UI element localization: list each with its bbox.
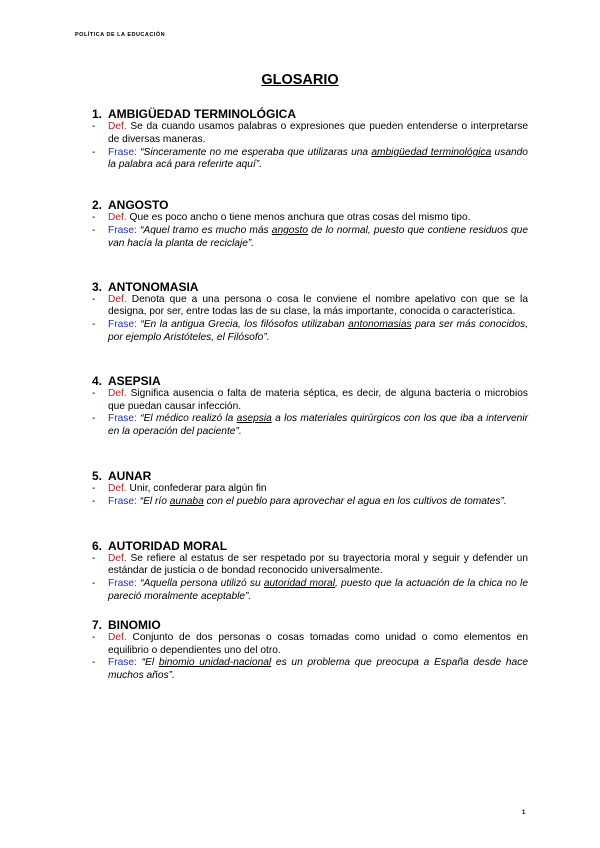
frase-keyword: binomio unidad-nacional [158, 657, 272, 669]
definition-text: Se refiere al estatus de ser respetado por su trayectoria moral y seguir y defender un estándar de justicia o de bondad reconocido universalmente. [108, 552, 528, 577]
definition-line: - Def. Que es poco ancho o tiene menos anchura que otras cosas del mismo tipo. [92, 212, 471, 224]
definition-line: - Def. Significa ausencia o falta de materia séptica, es decir, de alguna bacteria o microbios que puedan causar infección. [92, 387, 528, 412]
entry-number: 2. [92, 198, 103, 213]
frase-keyword: angosto [271, 224, 309, 236]
frase-text-end: a los materiales quirúrgicos con los que iba a intervenir en la operación del paciente”. [108, 413, 528, 438]
entry-term: AMBIGÜEDAD TERMINOLÓGICA [108, 107, 296, 121]
frase-text: “Sinceramente no me esperaba que utilizaras una [140, 146, 372, 158]
frase-text: “El río [139, 495, 170, 507]
entry-heading [92, 539, 528, 553]
frase-line: - Frase: “Aquel tramo es mucho más angosto de lo normal, puesto que contiene residuos que van hacía la planta de reciclaje”. [92, 224, 528, 249]
frase-keyword: aunaba [169, 495, 204, 507]
entry-term: ASEPSIA [108, 373, 161, 388]
definition-line: - Def. Conjunto de dos personas o cosas tomadas como unidad o como elementos en equilibrio o dependientes uno del otro. [92, 631, 528, 656]
glossary-entry [92, 539, 528, 604]
glossary-entry [92, 107, 528, 172]
def-label: Def. [108, 552, 127, 564]
frase-text: “Aquella persona utilizó su [140, 578, 264, 590]
frase-text-end: con el pueblo para aprovechar el agua en los cultivos de tomates”. [203, 495, 507, 507]
frase-label: Frase: [108, 413, 137, 425]
definition-text: Que es poco ancho o tiene menos anchura que otras cosas del mismo tipo. [129, 212, 471, 224]
frase-line: - Frase: “El binomio unidad-nacional es un problema que preocupa a España desde hace muchos años”. [92, 657, 528, 682]
frase-text-end: de lo normal, puesto que contiene residuos que van hacía la planta de reciclaje”. [108, 224, 528, 249]
entry-term: ANGOSTO [108, 198, 169, 213]
definition-text: Denota que a una persona o cosa le conviene el nombre apelativo con que se la designa, por ser, entre todas las de su clase, la más importante, conocida o característica. [108, 293, 528, 318]
frase-line: - Frase: “Aquella persona utilizó su autoridad moral, puesto que la actuación de la chica no le pareció moralmente aceptable”. [92, 578, 528, 602]
frase-line: - Frase: “El médico realizó la asepsia a los materiales quirúrgicos con los que iba a intervenir en la operación del paciente”. [92, 413, 528, 438]
entry-term: ANTONOMASIA [108, 279, 199, 294]
def-label: Def. [108, 631, 127, 643]
frase-keyword: antonomasias [348, 319, 412, 331]
frase-text: “Aquel tramo es mucho más [140, 224, 272, 236]
def-label: Def. [108, 121, 127, 132]
definition-text: Conjunto de dos personas o cosas tomadas como unidad o como elementos en equilibrio o dependientes uno del otro. [108, 631, 528, 656]
entry-number: 1. [92, 107, 103, 121]
entry-number: 4. [92, 373, 103, 388]
frase-text: “En la antigua Grecia, los filósofos utilizaban [140, 319, 349, 331]
glossary-entry [92, 198, 528, 250]
def-label: Def. [108, 212, 127, 224]
definition-line: - Def. Unir, confederar para algún fin [92, 482, 267, 494]
entry-term: AUNAR [108, 468, 152, 483]
glossary-entry [92, 280, 528, 345]
entry-heading [92, 618, 528, 632]
frase-line: - Frase: “El río aunaba con el pueblo para aprovechar el agua en los cultivos de tomates”. [92, 495, 507, 507]
definition-line: - Def. Denota que a una persona o cosa le conviene el nombre apelativo con que se la designa, por ser, entre todas las de su clase, la más importante, conocida o característica. [92, 293, 528, 318]
glossary-list [92, 107, 528, 683]
header-label: POLÍTICA DE LA EDUCACIÓN [75, 32, 166, 38]
glossary-entry [92, 374, 528, 439]
frase-text-end: es un problema que preocupa a España desde hace muchos años”. [108, 657, 528, 682]
definition-line: - Def. Se refiere al estatus de ser respetado por su trayectoria moral y seguir y defender un estándar de justicia o de bondad reconocido universalmente. [92, 552, 528, 577]
frase-label: Frase: [108, 319, 137, 331]
frase-keyword: asepsia [236, 413, 272, 425]
definition-text: Significa ausencia o falta de materia séptica, es decir, de alguna bacteria o microbios que puedan causar infección. [108, 387, 528, 412]
frase-label: Frase: [108, 578, 137, 590]
frase-text-end: usando la palabra acá para referirte aquí”. [108, 146, 528, 171]
entry-term: BINOMIO [108, 617, 161, 632]
entry-number: 5. [92, 468, 103, 483]
frase-text: “El médico realizó la [140, 413, 237, 425]
glossary-entry [92, 469, 528, 509]
def-label: Def. [108, 387, 127, 399]
entry-term: AUTORIDAD MORAL [108, 538, 228, 553]
frase-label: Frase: [108, 657, 137, 669]
entry-number: 3. [92, 279, 103, 294]
glossary-entry [92, 618, 528, 683]
entry-heading [92, 374, 528, 388]
frase-line: - Frase: “En la antigua Grecia, los filósofos utilizaban antonomasias para ser más conocidos, por ejemplo Aristóteles, el Filósofo”. [92, 319, 528, 343]
def-label: Def. [108, 293, 127, 305]
frase-text-end: , puesto que la actuación de la chica no le pareció moralmente aceptable”. [108, 578, 528, 602]
entry-number: 6. [92, 538, 103, 553]
definition-line: - Def. Se da cuando usamos palabras o expresiones que pueden entenderse o interpretarse de diversas maneras. [92, 121, 528, 145]
frase-label: Frase: [108, 146, 137, 158]
frase-text-end: para ser más conocidos, por ejemplo Aristóteles, el Filósofo”. [108, 319, 528, 343]
definition-text: Unir, confederar para algún fin [129, 482, 267, 494]
entry-number: 7. [92, 617, 103, 632]
frase-line: - Frase: “Sinceramente no me esperaba que utilizaras una ambigüedad terminológica usando la palabra acá para referirte aquí”. [92, 146, 528, 171]
entry-heading [92, 198, 528, 212]
page-title: GLOSARIO [261, 72, 339, 88]
entry-heading [92, 469, 528, 483]
definition-text: Se da cuando usamos palabras o expresiones que pueden entenderse o interpretarse de diversas maneras. [108, 121, 528, 145]
frase-keyword: ambigüedad terminológica [371, 146, 492, 158]
entry-heading [92, 280, 528, 294]
entry-heading [92, 107, 528, 121]
frase-keyword: autoridad moral [263, 578, 335, 590]
page-number: 1 [522, 810, 526, 816]
frase-label: Frase: [108, 224, 137, 236]
frase-text: “El [141, 657, 159, 669]
frase-label: Frase: [108, 495, 137, 507]
def-label: Def. [108, 482, 127, 494]
